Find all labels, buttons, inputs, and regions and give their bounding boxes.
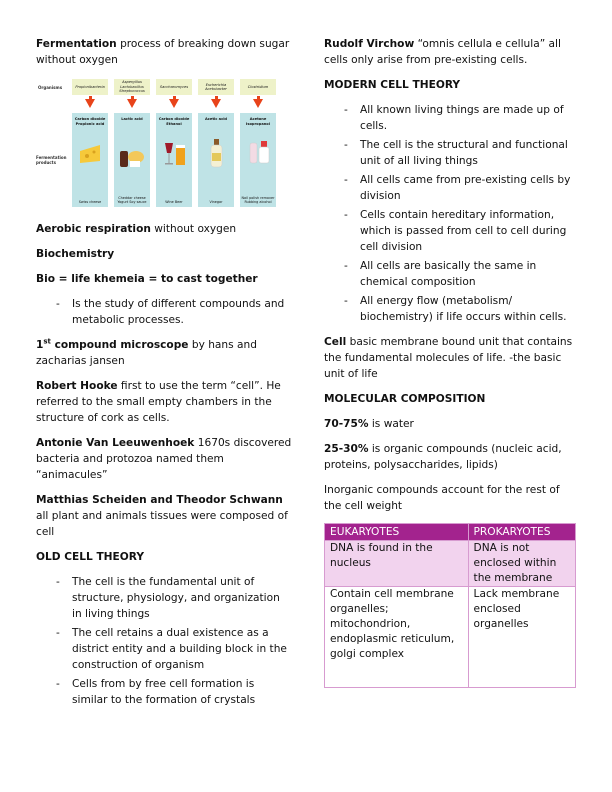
old-cell-theory-list bbox=[36, 574, 292, 708]
organism-2: Aspergillus Lactobacillus Streptococcus bbox=[114, 79, 150, 95]
list-item: - Is the study of different compounds and metabolic processes. bbox=[36, 296, 292, 328]
products-label: Fermentation products bbox=[36, 155, 67, 165]
table-cell: Lack membrane enclosed organelles bbox=[468, 587, 575, 688]
bio-definition: Bio = life khemeia = to cast together bbox=[36, 273, 258, 285]
organism-5: Clostridium bbox=[240, 79, 276, 95]
microscope-paragraph: 1st compound microscope by hans and zacharias jansen bbox=[36, 337, 257, 367]
list-item: - Cells contain hereditary information, which is passed from cell to cell during cell division bbox=[324, 207, 578, 255]
table-cell: Contain cell membrane organelles; mitochondrion, endoplasmic reticulum, golgi complex bbox=[325, 587, 469, 688]
vinegar-bottle-icon bbox=[206, 137, 228, 169]
arrow-down-icon bbox=[211, 99, 221, 108]
table-cell: DNA is not enclosed within the membrane bbox=[468, 541, 575, 587]
organism-3: Saccharomyces bbox=[156, 79, 192, 95]
yogurt-cheese-icon bbox=[118, 139, 146, 169]
right-column bbox=[324, 36, 578, 688]
eukaryote-prokaryote-table bbox=[324, 523, 576, 688]
arrow-down-icon bbox=[127, 99, 137, 108]
list-item: - All energy flow (metabolism/ biochemistry) if life occurs within cells. bbox=[324, 293, 578, 325]
organic-paragraph: 25-30% is organic compounds (nucleic acid, proteins, polysaccharides, lipids) bbox=[324, 443, 562, 471]
aerobic-paragraph: Aerobic respiration without oxygen bbox=[36, 223, 237, 235]
modern-cell-theory-list bbox=[324, 102, 578, 325]
header-eukaryotes: EUKARYOTES bbox=[325, 524, 469, 541]
product-box-5: Acetone Isopropanol Nail polish remover Rubbing alcohol bbox=[240, 113, 276, 207]
list-item: - The cell is the structural and functional unit of all living things bbox=[324, 137, 578, 169]
inorganic-paragraph: Inorganic compounds account for the rest of the cell weight bbox=[324, 484, 560, 512]
organism-1: Propionibacteria bbox=[72, 79, 108, 95]
table-row bbox=[325, 541, 576, 587]
biochemistry-heading: Biochemistry bbox=[36, 248, 115, 260]
list-item: - All cells are basically the same in chemical composition bbox=[324, 258, 578, 290]
table-row bbox=[325, 587, 576, 688]
list-item: - Cells from by free cell formation is similar to the formation of crystals bbox=[36, 676, 292, 708]
bio-list bbox=[36, 296, 292, 328]
list-item: - All cells came from pre-existing cells by division bbox=[324, 172, 578, 204]
organism-4: Escherichia Acetobacter bbox=[198, 79, 234, 95]
fermentation-figure bbox=[36, 77, 282, 209]
old-cell-theory-heading: OLD CELL THEORY bbox=[36, 551, 145, 563]
molecular-composition-heading: MOLECULAR COMPOSITION bbox=[324, 393, 486, 405]
arrow-down-icon bbox=[169, 99, 179, 108]
water-paragraph: 70-75% is water bbox=[324, 418, 414, 430]
product-box-1: Carbon dioxide Propionic acid Swiss cheese bbox=[72, 113, 108, 207]
list-item: - The cell retains a dual existence as a district entity and a building block in the construction of organism bbox=[36, 625, 292, 673]
fermentation-paragraph: Fermentation process of breaking down sugar without oxygen bbox=[36, 38, 290, 66]
modern-cell-theory-heading: MODERN CELL THEORY bbox=[324, 79, 461, 91]
list-item: - All known living things are made up of cells. bbox=[324, 102, 578, 134]
organisms-label: Organisms bbox=[38, 85, 63, 90]
arrow-down-icon bbox=[253, 99, 263, 108]
arrow-down-icon bbox=[85, 99, 95, 108]
product-box-3: Carbon dioxide Ethanol Wine Beer bbox=[156, 113, 192, 207]
cell-definition: Cell basic membrane bound unit that contains the fundamental molecules of life. -the basic unit of life bbox=[324, 336, 573, 380]
cheese-icon bbox=[78, 143, 102, 165]
header-prokaryotes: PROKARYOTES bbox=[468, 524, 575, 541]
leeuwenhoek-paragraph: Antonie Van Leeuwenhoek 1670s discovered bacteria and protozoa named them “animacules” bbox=[36, 437, 292, 481]
table-header-row bbox=[325, 524, 576, 541]
left-column bbox=[36, 36, 292, 717]
list-item: - The cell is the fundamental unit of structure, physiology, and organization in living things bbox=[36, 574, 292, 622]
hooke-paragraph: Robert Hooke first to use the term “cell”. He referred to the small empty chambers in the structure of cork as cells. bbox=[36, 380, 281, 424]
table-cell: DNA is found in the nucleus bbox=[325, 541, 469, 587]
product-box-2: Lactic acid Cheddar cheese Yogurt Soy sauce bbox=[114, 113, 150, 207]
wine-beer-icon bbox=[161, 139, 189, 169]
product-box-4: Acetic acid Vinegar bbox=[198, 113, 234, 207]
virchow-paragraph: Rudolf Virchow “omnis cellula e cellula” all cells only arise from pre-existing cells. bbox=[324, 38, 561, 66]
schleiden-paragraph: Matthias Scheiden and Theodor Schwann all plant and animals tissues were composed of cell bbox=[36, 494, 288, 538]
nail-polish-icon bbox=[246, 137, 272, 169]
